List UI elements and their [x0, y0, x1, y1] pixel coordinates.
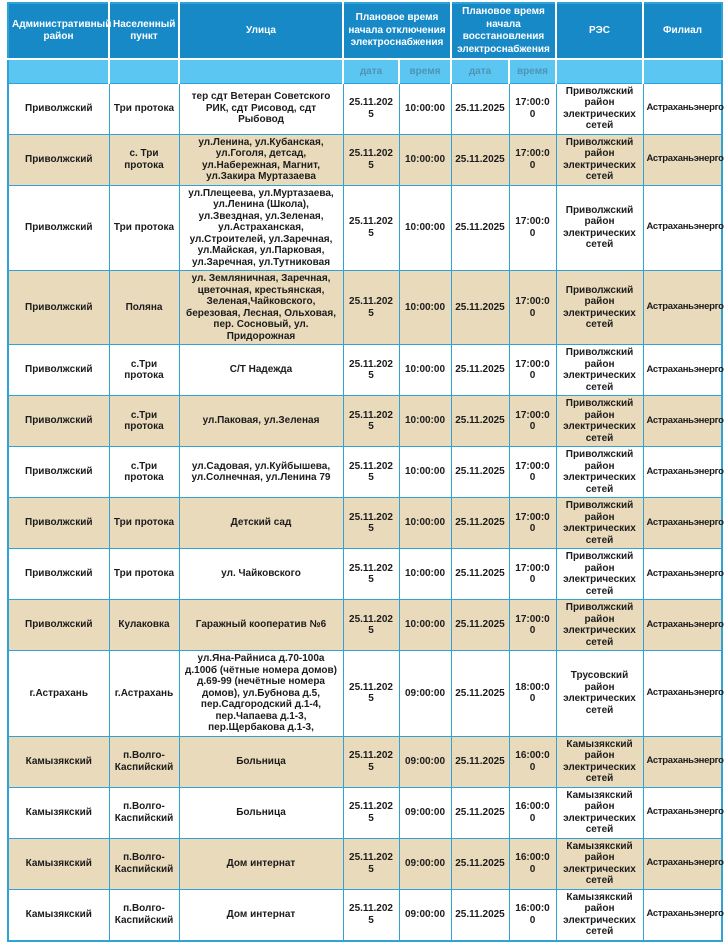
cell-restore-time: 17:00:00 [509, 447, 556, 498]
cell-district: Приволжский [8, 83, 109, 134]
table-row [8, 889, 722, 941]
cell-res: Приволжский район электрических сетей [556, 185, 643, 271]
col-header-branch: Филиал [643, 3, 722, 59]
cell-street: тер сдт Ветеран Советского РИК, сдт Рисовод, сдт Рыбовод [179, 83, 343, 134]
cell-restore-time: 17:00:00 [509, 600, 556, 651]
cell-res: Приволжский район электрических сетей [556, 134, 643, 185]
cell-res: Камызякский район электрических сетей [556, 838, 643, 889]
cell-street: ул.Плещеева, ул.Муртазаева, ул.Ленина (Школа), ул.Звездная, ул.Зеленая, ул.Астраханская, ул.Строителей, ул.Заречная, ул.Майская, ул.Парковая, ул.Заречная, ул.Тутниковая [179, 185, 343, 271]
cell-district: Приволжский [8, 447, 109, 498]
subheader-outage-time: время [399, 59, 451, 83]
table-body [8, 83, 722, 941]
table-row [8, 736, 722, 787]
cell-branch: Астраханьэнерго [643, 185, 722, 271]
table-row [8, 345, 722, 396]
cell-district: Приволжский [8, 271, 109, 345]
cell-outage-date: 25.11.2025 [343, 271, 399, 345]
cell-outage-date: 25.11.2025 [343, 134, 399, 185]
cell-res: Приволжский район электрических сетей [556, 549, 643, 600]
cell-street: ул. Чайковского [179, 549, 343, 600]
subheader-restore-time: время [509, 59, 556, 83]
table-row [8, 549, 722, 600]
cell-outage-date: 25.11.2025 [343, 396, 399, 447]
cell-outage-date: 25.11.2025 [343, 889, 399, 941]
cell-branch: Астраханьэнерго [643, 83, 722, 134]
cell-outage-time: 10:00:00 [399, 447, 451, 498]
cell-street: ул.Ленина, ул.Кубанская, ул.Гоголя, детсад, ул.Набережная, Магнит, ул.Закира Муртазаева [179, 134, 343, 185]
cell-outage-time: 10:00:00 [399, 185, 451, 271]
cell-restore-date: 25.11.2025 [451, 889, 509, 941]
cell-outage-time: 09:00:00 [399, 838, 451, 889]
table-row [8, 447, 722, 498]
cell-settlement: Три протока [109, 498, 179, 549]
cell-branch: Астраханьэнерго [643, 736, 722, 787]
cell-outage-date: 25.11.2025 [343, 787, 399, 838]
cell-branch: Астраханьэнерго [643, 134, 722, 185]
cell-street: Больница [179, 736, 343, 787]
cell-district: Приволжский [8, 549, 109, 600]
table-row [8, 396, 722, 447]
cell-settlement: Поляна [109, 271, 179, 345]
cell-district: Приволжский [8, 600, 109, 651]
cell-restore-time: 17:00:00 [509, 134, 556, 185]
cell-outage-date: 25.11.2025 [343, 498, 399, 549]
cell-branch: Астраханьэнерго [643, 345, 722, 396]
cell-outage-time: 10:00:00 [399, 134, 451, 185]
cell-settlement: с.Три протока [109, 345, 179, 396]
cell-outage-date: 25.11.2025 [343, 83, 399, 134]
cell-restore-date: 25.11.2025 [451, 787, 509, 838]
cell-branch: Астраханьэнерго [643, 549, 722, 600]
cell-outage-date: 25.11.2025 [343, 185, 399, 271]
subheader-spacer-branch [643, 59, 722, 83]
cell-outage-time: 10:00:00 [399, 549, 451, 600]
col-header-settlement: Населенный пункт [109, 3, 179, 59]
col-header-district: Административный район [8, 3, 109, 59]
cell-restore-date: 25.11.2025 [451, 447, 509, 498]
cell-res: Камызякский район электрических сетей [556, 787, 643, 838]
cell-outage-time: 09:00:00 [399, 787, 451, 838]
cell-outage-time: 10:00:00 [399, 83, 451, 134]
cell-branch: Астраханьэнерго [643, 271, 722, 345]
cell-restore-date: 25.11.2025 [451, 396, 509, 447]
cell-res: Камызякский район электрических сетей [556, 889, 643, 941]
cell-branch: Астраханьэнерго [643, 787, 722, 838]
cell-branch: Астраханьэнерго [643, 396, 722, 447]
table-row [8, 787, 722, 838]
cell-outage-time: 09:00:00 [399, 889, 451, 941]
cell-street: Дом интернат [179, 889, 343, 941]
cell-outage-time: 10:00:00 [399, 498, 451, 549]
cell-restore-time: 17:00:00 [509, 271, 556, 345]
cell-district: Камызякский [8, 787, 109, 838]
cell-branch: Астраханьэнерго [643, 889, 722, 941]
cell-branch: Астраханьэнерго [643, 651, 722, 737]
cell-district: г.Астрахань [8, 651, 109, 737]
cell-restore-date: 25.11.2025 [451, 134, 509, 185]
cell-settlement: п.Волго-Каспийский [109, 889, 179, 941]
cell-restore-time: 18:00:00 [509, 651, 556, 737]
cell-res: Камызякский район электрических сетей [556, 736, 643, 787]
cell-restore-time: 17:00:00 [509, 396, 556, 447]
cell-street: С/Т Надежда [179, 345, 343, 396]
subheader-spacer-settlement [109, 59, 179, 83]
cell-outage-time: 09:00:00 [399, 736, 451, 787]
cell-district: Приволжский [8, 396, 109, 447]
cell-restore-date: 25.11.2025 [451, 271, 509, 345]
cell-restore-time: 17:00:00 [509, 345, 556, 396]
cell-settlement: п.Волго-Каспийский [109, 838, 179, 889]
cell-branch: Астраханьэнерго [643, 447, 722, 498]
header-row [8, 3, 722, 59]
cell-restore-date: 25.11.2025 [451, 736, 509, 787]
cell-settlement: с.Три протока [109, 447, 179, 498]
cell-res: Приволжский район электрических сетей [556, 498, 643, 549]
cell-restore-time: 17:00:00 [509, 185, 556, 271]
cell-street: Детский сад [179, 498, 343, 549]
cell-street: ул.Яна-Райниса д.70-100а д.100б (чётные номера домов) д.69-99 (нечётные номера домов), ул.Бубнова д.5, пер.Садгородский д.1-4, пер.Чапаева д.1-3, пер.Щербакова д.1-3, [179, 651, 343, 737]
cell-res: Приволжский район электрических сетей [556, 396, 643, 447]
cell-restore-date: 25.11.2025 [451, 498, 509, 549]
col-header-outage-start: Плановое время начала отключения электроснабжения [343, 3, 451, 59]
cell-settlement: Кулаковка [109, 600, 179, 651]
cell-res: Трусовский район электрических сетей [556, 651, 643, 737]
table-row [8, 134, 722, 185]
cell-district: Приволжский [8, 134, 109, 185]
cell-outage-date: 25.11.2025 [343, 600, 399, 651]
cell-restore-time: 17:00:00 [509, 549, 556, 600]
cell-outage-time: 10:00:00 [399, 396, 451, 447]
subheader-restore-date: дата [451, 59, 509, 83]
table-row [8, 83, 722, 134]
cell-district: Приволжский [8, 345, 109, 396]
cell-district: Камызякский [8, 889, 109, 941]
cell-restore-time: 17:00:00 [509, 498, 556, 549]
cell-outage-time: 10:00:00 [399, 600, 451, 651]
table-header [8, 3, 722, 83]
table-row [8, 498, 722, 549]
cell-settlement: п.Волго-Каспийский [109, 787, 179, 838]
cell-street: Дом интернат [179, 838, 343, 889]
cell-restore-date: 25.11.2025 [451, 838, 509, 889]
cell-restore-date: 25.11.2025 [451, 345, 509, 396]
outages-table [7, 2, 723, 942]
cell-settlement: Три протока [109, 83, 179, 134]
cell-outage-date: 25.11.2025 [343, 345, 399, 396]
cell-settlement: г.Астрахань [109, 651, 179, 737]
cell-res: Приволжский район электрических сетей [556, 83, 643, 134]
cell-outage-time: 10:00:00 [399, 345, 451, 396]
cell-restore-time: 16:00:00 [509, 736, 556, 787]
cell-branch: Астраханьэнерго [643, 498, 722, 549]
cell-street: ул.Паковая, ул.Зеленая [179, 396, 343, 447]
cell-settlement: п.Волго-Каспийский [109, 736, 179, 787]
cell-restore-date: 25.11.2025 [451, 185, 509, 271]
cell-district: Приволжский [8, 185, 109, 271]
col-header-street: Улица [179, 3, 343, 59]
subheader-spacer-res [556, 59, 643, 83]
cell-restore-date: 25.11.2025 [451, 549, 509, 600]
cell-restore-time: 16:00:00 [509, 889, 556, 941]
subheader-spacer-street [179, 59, 343, 83]
col-header-res: РЭС [556, 3, 643, 59]
cell-settlement: Три протока [109, 549, 179, 600]
table-row [8, 600, 722, 651]
cell-district: Камызякский [8, 838, 109, 889]
cell-street: ул. Земляничная, Заречная, цветочная, крестьянская, Зеленая,Чайковского, березовая, Лесная, Ольховая, пер. Сосновый, ул. Придорожная [179, 271, 343, 345]
cell-res: Приволжский район электрических сетей [556, 271, 643, 345]
cell-outage-time: 10:00:00 [399, 271, 451, 345]
table-row [8, 651, 722, 737]
subheader-outage-date: дата [343, 59, 399, 83]
table-row [8, 185, 722, 271]
cell-restore-date: 25.11.2025 [451, 600, 509, 651]
cell-street: Гаражный кооператив №6 [179, 600, 343, 651]
cell-street: Больница [179, 787, 343, 838]
cell-settlement: с.Три протока [109, 396, 179, 447]
cell-restore-date: 25.11.2025 [451, 651, 509, 737]
cell-restore-time: 16:00:00 [509, 787, 556, 838]
cell-branch: Астраханьэнерго [643, 600, 722, 651]
cell-branch: Астраханьэнерго [643, 838, 722, 889]
cell-res: Приволжский район электрических сетей [556, 447, 643, 498]
table-row [8, 838, 722, 889]
cell-street: ул.Садовая, ул.Куйбышева, ул.Солнечная, ул.Ленина 79 [179, 447, 343, 498]
cell-outage-date: 25.11.2025 [343, 736, 399, 787]
cell-outage-date: 25.11.2025 [343, 447, 399, 498]
cell-outage-date: 25.11.2025 [343, 651, 399, 737]
cell-settlement: с. Три протока [109, 134, 179, 185]
cell-district: Приволжский [8, 498, 109, 549]
col-header-restore-start: Плановое время начала восстановления электроснабжения [451, 3, 556, 59]
cell-outage-date: 25.11.2025 [343, 838, 399, 889]
cell-restore-date: 25.11.2025 [451, 83, 509, 134]
cell-outage-time: 09:00:00 [399, 651, 451, 737]
table-row [8, 271, 722, 345]
cell-district: Камызякский [8, 736, 109, 787]
cell-outage-date: 25.11.2025 [343, 549, 399, 600]
cell-settlement: Три протока [109, 185, 179, 271]
cell-res: Приволжский район электрических сетей [556, 600, 643, 651]
subheader-row [8, 59, 722, 83]
cell-restore-time: 17:00:00 [509, 83, 556, 134]
subheader-spacer-district [8, 59, 109, 83]
cell-restore-time: 16:00:00 [509, 838, 556, 889]
cell-res: Приволжский район электрических сетей [556, 345, 643, 396]
